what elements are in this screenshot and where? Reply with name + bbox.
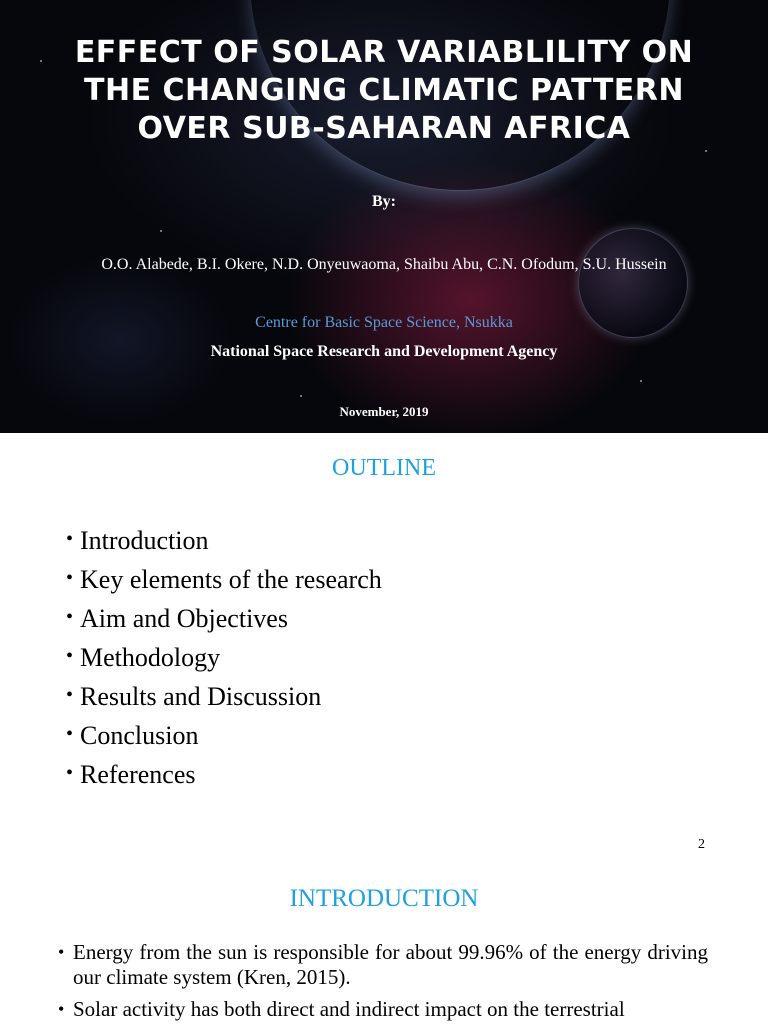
outline-list: [66, 524, 382, 797]
by-label: By:: [372, 193, 396, 210]
bullet-icon: •: [66, 723, 74, 745]
outline-item-label: Results and Discussion: [80, 682, 322, 711]
outline-item-label: Key elements of the research: [80, 565, 382, 594]
agency-name: National Space Research and Development Agency: [210, 343, 558, 360]
bullet-icon: •: [58, 999, 65, 1019]
presentation-date: November, 2019: [339, 404, 429, 419]
bullet-icon: •: [66, 606, 74, 628]
star-decoration: [705, 150, 707, 152]
outline-item: [66, 758, 382, 797]
star-decoration: [640, 380, 642, 382]
centre-name: Centre for Basic Space Science, Nsukka: [255, 314, 513, 331]
authors-list: O.O. Alabede, B.I. Okere, N.D. Onyeuwaoma, Shaibu Abu, C.N. Ofodum, S.U. Hussein: [101, 256, 667, 273]
outline-item: [66, 680, 382, 719]
bullet-icon: •: [66, 567, 74, 589]
introduction-list: [58, 940, 708, 1029]
bullet-icon: •: [66, 762, 74, 784]
title-line: EFFECT OF SOLAR VARIABLILITY ON: [74, 35, 694, 70]
title-slide: [0, 0, 768, 433]
outline-item-label: Introduction: [80, 526, 209, 555]
outline-item-label: Conclusion: [80, 721, 199, 750]
outline-item-label: Methodology: [80, 643, 221, 672]
introduction-heading: INTRODUCTION: [289, 885, 479, 912]
title-line: OVER SUB-SAHARAN AFRICA: [137, 111, 631, 146]
outline-item: [66, 719, 382, 758]
outline-item: [66, 602, 382, 641]
bullet-icon: •: [66, 528, 74, 550]
page-number: 2: [698, 837, 705, 852]
outline-item: [66, 524, 382, 563]
star-decoration: [300, 395, 302, 397]
outline-item: [66, 563, 382, 602]
outline-item-label: References: [80, 760, 196, 789]
outline-item-label: Aim and Objectives: [80, 604, 288, 633]
title-line: THE CHANGING CLIMATIC PATTERN: [84, 73, 684, 108]
bullet-icon: •: [66, 645, 74, 667]
presentation-title: [20, 34, 748, 148]
outline-heading: OUTLINE: [332, 455, 436, 481]
introduction-item: [58, 997, 708, 1022]
outline-item: [66, 641, 382, 680]
star-decoration: [160, 230, 162, 232]
introduction-item: [58, 940, 708, 990]
introduction-item-text: Energy from the sun is responsible for about 99.96% of the energy driving our climate system (Kren, 2015).: [73, 940, 708, 989]
bullet-icon: •: [58, 942, 65, 962]
introduction-item-text: Solar activity has both direct and indirect impact on the terrestrial: [73, 997, 625, 1021]
bullet-icon: •: [66, 684, 74, 706]
